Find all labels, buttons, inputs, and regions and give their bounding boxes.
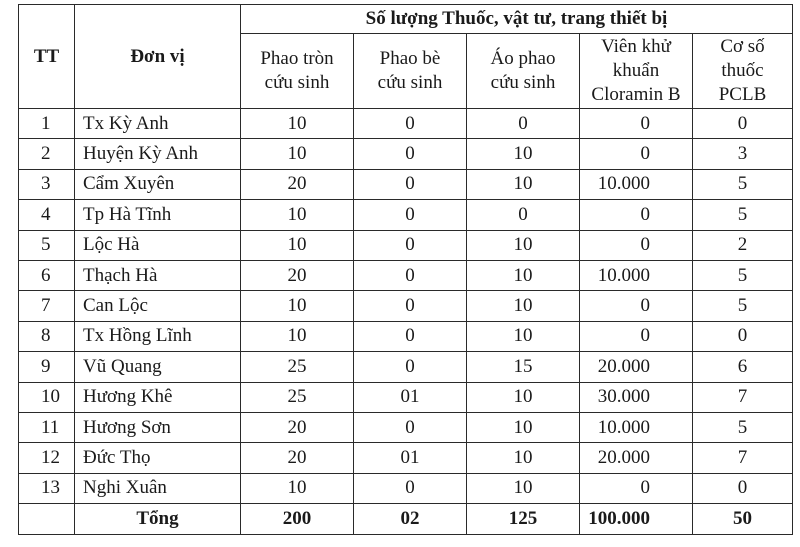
row-value: 20.000: [580, 443, 693, 473]
total-cell: 50: [693, 504, 793, 535]
row-value: 10: [241, 200, 354, 230]
row-value: 0: [580, 321, 693, 351]
row-value: 7: [693, 443, 793, 473]
row-value: 10: [241, 109, 354, 139]
row-unit: Tp Hà Tĩnh: [75, 200, 241, 230]
table-body: [19, 109, 793, 504]
total-cell: 100.000: [580, 504, 693, 535]
row-value: 0: [354, 352, 467, 382]
row-tt: 13: [19, 473, 75, 503]
row-unit: Hương Sơn: [75, 412, 241, 442]
row-tt: 2: [19, 139, 75, 169]
row-value: 0: [580, 230, 693, 260]
row-tt: 3: [19, 169, 75, 199]
header-col-4: Viên khử khuẩn Cloramin B: [580, 34, 693, 109]
row-value: 25: [241, 382, 354, 412]
row-value: 20: [241, 412, 354, 442]
row-value: 20: [241, 443, 354, 473]
row-value: 10: [467, 230, 580, 260]
row-value: 10: [467, 321, 580, 351]
row-value: 0: [580, 139, 693, 169]
row-value: 0: [580, 291, 693, 321]
table-row: [19, 352, 793, 382]
row-unit: Đức Thọ: [75, 443, 241, 473]
row-value: 10.000: [580, 412, 693, 442]
row-value: 10: [467, 382, 580, 412]
row-value: 30.000: [580, 382, 693, 412]
row-value: 15: [467, 352, 580, 382]
row-value: 10.000: [580, 169, 693, 199]
row-value: 10: [467, 443, 580, 473]
row-value: 10: [467, 169, 580, 199]
table-row: [19, 473, 793, 503]
table-row: [19, 321, 793, 351]
row-tt: 7: [19, 291, 75, 321]
row-value: 0: [580, 200, 693, 230]
header-col-1: Phao tròn cứu sinh: [241, 34, 354, 109]
row-value: 0: [354, 291, 467, 321]
row-value: 2: [693, 230, 793, 260]
row-unit: Can Lộc: [75, 291, 241, 321]
row-value: 10: [241, 473, 354, 503]
table-row: [19, 443, 793, 473]
row-value: 5: [693, 291, 793, 321]
supplies-table: [18, 4, 793, 535]
row-value: 6: [693, 352, 793, 382]
row-tt: 4: [19, 200, 75, 230]
row-unit: Huyện Kỳ Anh: [75, 139, 241, 169]
row-value: 20.000: [580, 352, 693, 382]
header-unit: Đơn vị: [75, 5, 241, 109]
row-value: 0: [354, 139, 467, 169]
row-value: 5: [693, 200, 793, 230]
row-unit: Hương Khê: [75, 382, 241, 412]
row-value: 0: [580, 473, 693, 503]
header-tt: TT: [19, 5, 75, 109]
row-value: 10: [467, 260, 580, 290]
row-tt: 6: [19, 260, 75, 290]
row-unit: Tx Kỳ Anh: [75, 109, 241, 139]
header-col-5: Cơ số thuốc PCLB: [693, 34, 793, 109]
row-value: 10: [241, 321, 354, 351]
row-tt: 10: [19, 382, 75, 412]
row-value: 7: [693, 382, 793, 412]
row-unit: Lộc Hà: [75, 230, 241, 260]
row-value: 25: [241, 352, 354, 382]
row-value: 0: [354, 473, 467, 503]
row-value: 0: [467, 109, 580, 139]
row-value: 0: [693, 109, 793, 139]
row-value: 0: [354, 169, 467, 199]
total-cell: 200: [241, 504, 354, 535]
row-value: 0: [354, 109, 467, 139]
row-value: 10: [467, 291, 580, 321]
row-tt: 5: [19, 230, 75, 260]
row-unit: Thạch Hà: [75, 260, 241, 290]
table-row: [19, 109, 793, 139]
table-row: [19, 291, 793, 321]
header-group: Số lượng Thuốc, vật tư, trang thiết bị: [241, 5, 793, 34]
row-unit: Nghi Xuân: [75, 473, 241, 503]
row-value: 10: [467, 412, 580, 442]
row-value: 5: [693, 412, 793, 442]
row-value: 01: [354, 443, 467, 473]
total-tt: [19, 504, 75, 535]
row-value: 10.000: [580, 260, 693, 290]
total-cell: 125: [467, 504, 580, 535]
row-unit: Cẩm Xuyên: [75, 169, 241, 199]
table-row: [19, 412, 793, 442]
table-row: [19, 169, 793, 199]
row-value: 0: [467, 200, 580, 230]
total-label: Tổng: [75, 504, 241, 535]
row-value: 10: [467, 473, 580, 503]
table-row: [19, 200, 793, 230]
row-value: 10: [241, 291, 354, 321]
row-value: 5: [693, 169, 793, 199]
row-value: 0: [354, 321, 467, 351]
row-unit: Tx Hồng Lĩnh: [75, 321, 241, 351]
row-tt: 1: [19, 109, 75, 139]
row-value: 0: [354, 200, 467, 230]
total-row: [19, 504, 793, 535]
header-col-2: Phao bè cứu sinh: [354, 34, 467, 109]
row-value: 0: [354, 260, 467, 290]
row-value: 5: [693, 260, 793, 290]
row-value: 10: [241, 230, 354, 260]
table-row: [19, 260, 793, 290]
total-cell: 02: [354, 504, 467, 535]
row-value: 10: [467, 139, 580, 169]
row-tt: 8: [19, 321, 75, 351]
row-value: 0: [354, 230, 467, 260]
row-unit: Vũ Quang: [75, 352, 241, 382]
table-row: [19, 382, 793, 412]
row-value: 10: [241, 139, 354, 169]
row-tt: 11: [19, 412, 75, 442]
row-tt: 12: [19, 443, 75, 473]
row-value: 20: [241, 169, 354, 199]
row-value: 0: [354, 412, 467, 442]
row-value: 0: [693, 473, 793, 503]
table-row: [19, 139, 793, 169]
header-col-3: Áo phao cứu sinh: [467, 34, 580, 109]
table-row: [19, 230, 793, 260]
row-value: 3: [693, 139, 793, 169]
row-value: 20: [241, 260, 354, 290]
row-value: 0: [693, 321, 793, 351]
row-value: 0: [580, 109, 693, 139]
row-value: 01: [354, 382, 467, 412]
row-tt: 9: [19, 352, 75, 382]
